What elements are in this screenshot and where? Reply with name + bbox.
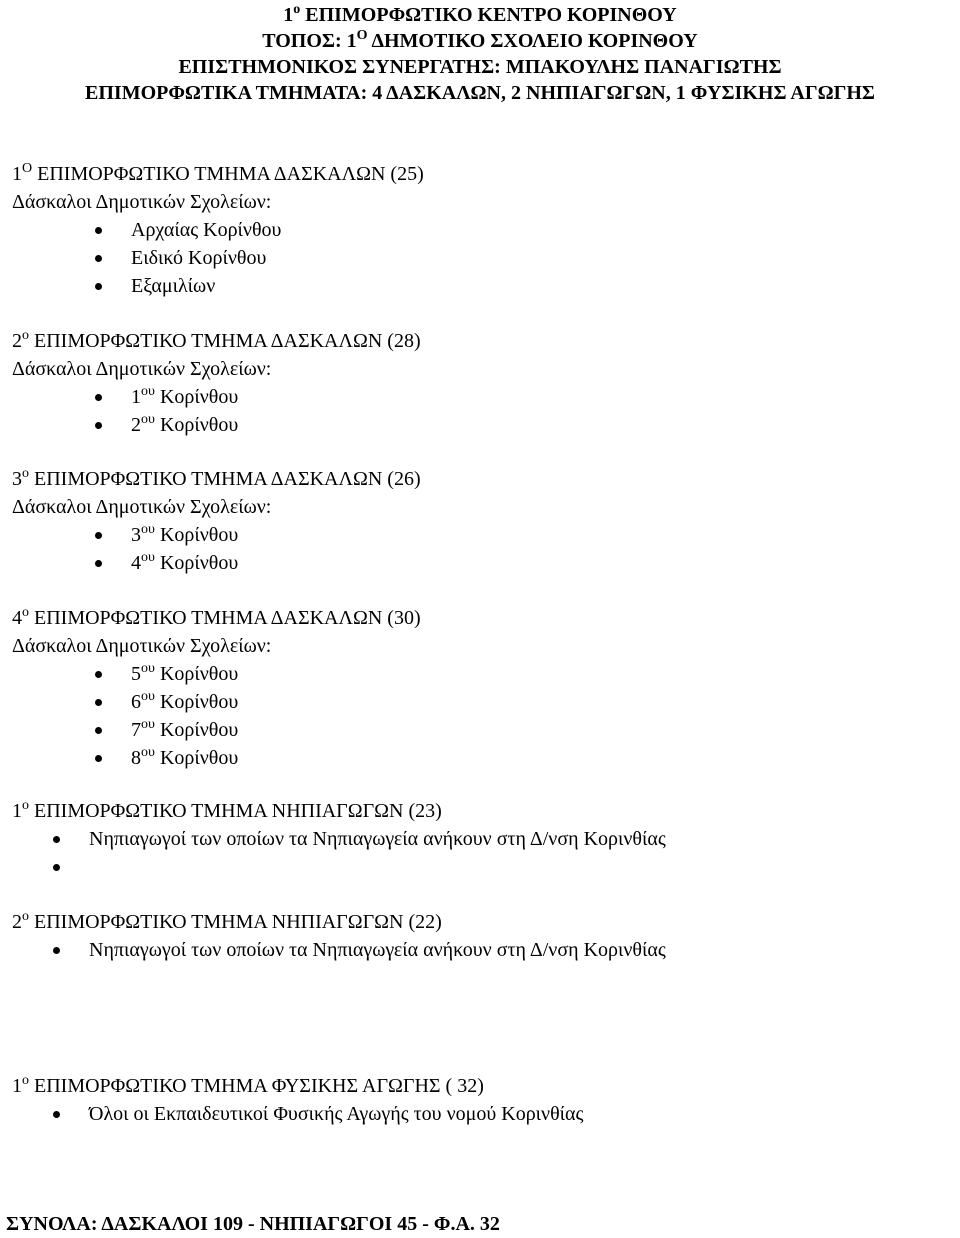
- list-item: [12, 853, 666, 881]
- totals-line: ΣΥΝΟΛΑ: ΔΑΣΚΑΛΟΙ 109 - ΝΗΠΙΑΓΩΓΟΙ 45 - Φ.Α. 32: [6, 1213, 500, 1235]
- section-title: $2^o$ ΕΠΙΜΟΡΦΩΤΙΚΟ ΤΜΗΜΑ ΝΗΠΙΑΓΩΓΩΝ (22): [12, 909, 442, 933]
- section-title: $1^o$ ΕΠΙΜΟΡΦΩΤΙΚΟ ΤΜΗΜΑ ΦΥΣΙΚΗΣ ΑΓΩΓΗΣ ( 32): [12, 1073, 484, 1097]
- header-departments: ΕΠΙΜΟΡΦΩΤΙΚΑ ΤΜΗΜΑΤΑ: 4 ΔΑΣΚΑΛΩΝ, 2 ΝΗΠΙΑΓΩΓΩΝ, 1 ΦΥΣΙΚΗΣ ΑΓΩΓΗΣ: [85, 82, 875, 104]
- kindergarten-section-2: [12, 908, 666, 964]
- section-subtitle: Δάσκαλοι Δημοτικών Σχολείων:: [12, 191, 272, 213]
- list-item: $2^{o\upsilon}$ Κορίνθου: [12, 411, 421, 439]
- list-item: $8^{o\upsilon}$ Κορίνθου: [12, 744, 421, 772]
- bullet-icon: [53, 864, 60, 871]
- list-item: $7^{o\upsilon}$ Κορίνθου: [12, 716, 421, 744]
- physical-education-list: [12, 1100, 583, 1128]
- header-location-school: ΔΗΜΟΤΙΚΟ ΣΧΟΛΕΙΟ ΚΟΡΙΝΘΟΥ: [367, 30, 698, 52]
- bullet-icon: [53, 1111, 60, 1118]
- document-header: [0, 0, 960, 106]
- teacher-section-1: [12, 160, 424, 300]
- bullet-icon: [95, 532, 102, 539]
- header-location-ordinal: Ο: [356, 28, 368, 43]
- header-location-prefix: ΤΟΠΟΣ: 1: [262, 30, 357, 52]
- list-item: Νηπιαγωγοί των οποίων τα Νηπιαγωγεία ανήκουν στη Δ/νση Κορινθίας: [12, 825, 666, 853]
- bullet-icon: [95, 394, 102, 401]
- section-title: $4^o$ ΕΠΙΜΟΡΦΩΤΙΚΟ ΤΜΗΜΑ ΔΑΣΚΑΛΩΝ (30): [12, 605, 421, 629]
- bullet-icon: [95, 671, 102, 678]
- teacher-section-4: [12, 604, 421, 772]
- header-collaborator: ΕΠΙΣΤΗΜΟΝΙΚΟΣ ΣΥΝΕΡΓΑΤΗΣ: ΜΠΑΚΟΥΛΗΣ ΠΑΝΑΓΙΩΤΗΣ: [178, 56, 782, 78]
- kindergarten-list: [12, 936, 666, 964]
- header-center-name: [0, 2, 960, 28]
- bullet-icon: [95, 560, 102, 567]
- school-list: [12, 383, 421, 439]
- header-center-number: 1: [283, 4, 294, 26]
- list-item: $3^{o\upsilon}$ Κορίνθου: [12, 521, 421, 549]
- section-title: $1^o$ ΕΠΙΜΟΡΦΩΤΙΚΟ ΤΜΗΜΑ ΝΗΠΙΑΓΩΓΩΝ (23): [12, 798, 442, 822]
- list-item: $6^{o\upsilon}$ Κορίνθου: [12, 688, 421, 716]
- list-item: $1^{o\upsilon}$ Κορίνθου: [12, 383, 421, 411]
- list-item: Νηπιαγωγοί των οποίων τα Νηπιαγωγεία ανήκουν στη Δ/νση Κορινθίας: [12, 936, 666, 964]
- list-item: $4^{o\upsilon}$ Κορίνθου: [12, 549, 421, 577]
- school-list: [12, 660, 421, 772]
- list-item: Εξαμιλίων: [12, 272, 424, 300]
- section-subtitle: Δάσκαλοι Δημοτικών Σχολείων:: [12, 496, 272, 518]
- bullet-icon: [95, 283, 102, 290]
- list-item: Ειδικό Κορίνθου: [12, 244, 424, 272]
- header-center-title: ΕΠΙΜΟΡΦΩΤΙΚΟ ΚΕΝΤΡΟ ΚΟΡΙΝΘΟΥ: [300, 4, 677, 26]
- section-subtitle: Δάσκαλοι Δημοτικών Σχολείων:: [12, 358, 272, 380]
- section-title: $2^o$ ΕΠΙΜΟΡΦΩΤΙΚΟ ΤΜΗΜΑ ΔΑΣΚΑΛΩΝ (28): [12, 328, 421, 352]
- bullet-icon: [95, 699, 102, 706]
- kindergarten-list: [12, 825, 666, 881]
- bullet-icon: [95, 727, 102, 734]
- teacher-section-2: [12, 327, 421, 439]
- list-item: Όλοι οι Εκπαιδευτικοί Φυσικής Αγωγής του νομού Κορινθίας: [12, 1100, 583, 1128]
- header-center-ordinal: ο: [293, 2, 301, 17]
- section-subtitle: Δάσκαλοι Δημοτικών Σχολείων:: [12, 635, 272, 657]
- bullet-icon: [53, 836, 60, 843]
- physical-education-section: [12, 1072, 583, 1128]
- bullet-icon: [95, 255, 102, 262]
- bullet-icon: [95, 422, 102, 429]
- bullet-icon: [95, 755, 102, 762]
- bullet-icon: [53, 947, 60, 954]
- list-item: $5^{o\upsilon}$ Κορίνθου: [12, 660, 421, 688]
- section-title: $1^O$ ΕΠΙΜΟΡΦΩΤΙΚΟ ΤΜΗΜΑ ΔΑΣΚΑΛΩΝ (25): [12, 161, 424, 185]
- kindergarten-section-1: [12, 797, 666, 881]
- bullet-icon: [95, 227, 102, 234]
- header-location: [0, 28, 960, 54]
- teacher-section-3: [12, 465, 421, 577]
- section-title: $3^o$ ΕΠΙΜΟΡΦΩΤΙΚΟ ΤΜΗΜΑ ΔΑΣΚΑΛΩΝ (26): [12, 466, 421, 490]
- list-item: Αρχαίας Κορίνθου: [12, 216, 424, 244]
- school-list: [12, 216, 424, 300]
- school-list: [12, 521, 421, 577]
